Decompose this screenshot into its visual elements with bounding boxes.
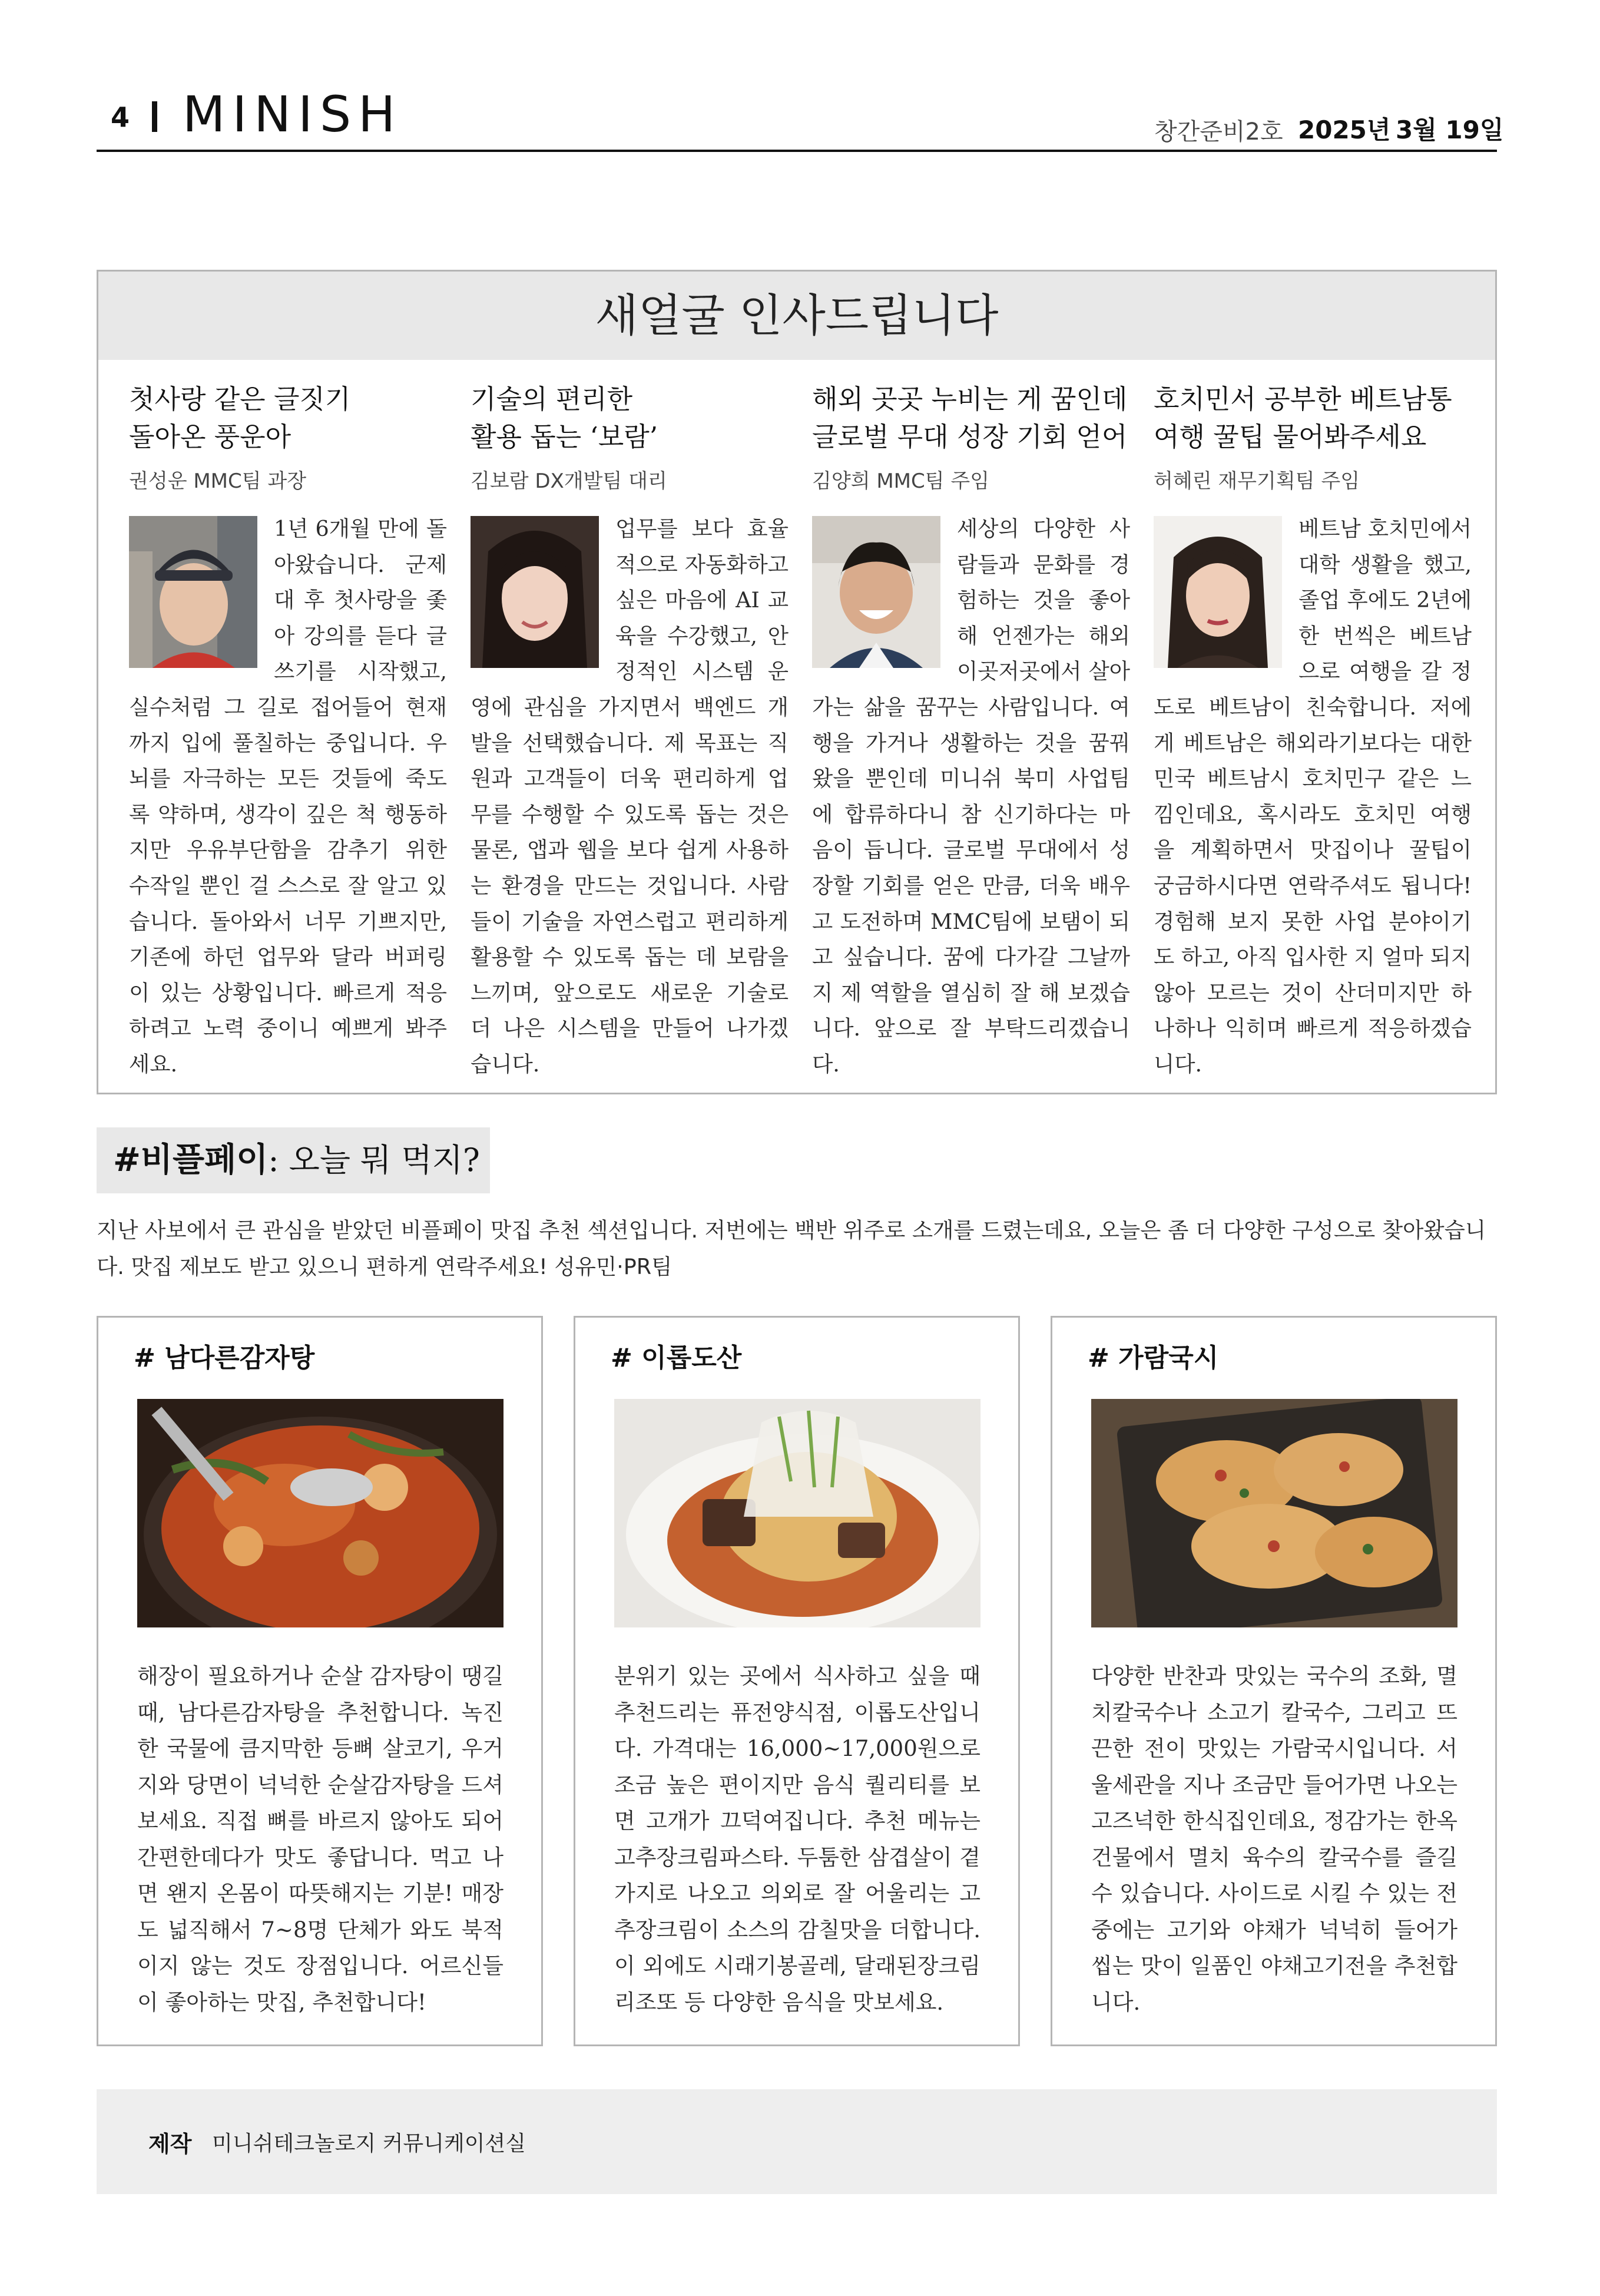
profile-headline: [471, 381, 789, 456]
page-number: 4: [111, 101, 130, 133]
profile-headline: [812, 381, 1130, 456]
header-divider-bar: [152, 101, 157, 132]
restaurant-name: # 가람국시: [1088, 1343, 1219, 1373]
headline-line: 글로벌 무대 성장 기회 얻어: [812, 421, 1128, 452]
brand-title: MINISH: [183, 85, 403, 143]
credits-footer: [97, 2089, 1497, 2194]
profile-card: [812, 381, 1130, 1083]
restaurant-name: # 남다른감자탕: [134, 1343, 315, 1373]
profile-photo: [129, 516, 257, 668]
profile-card: [129, 381, 447, 1083]
issue-date: 3월 19일: [1396, 115, 1504, 144]
restaurant-description: 해장이 필요하거나 순살 감자탕이 땡길 때, 남다른감자탕을 추천합니다. 녹진한 국물에 큼지막한 등뼈 살코기, 우거지와 당면이 넉넉한 순살감자탕을 드셔보세요. 직접 뼈를 바르지 않아도 되어 간편한데다가 맛도 좋답니다. 먹고 나면 왠지 온몸이 따뜻해지는 기분! 매장도 넓직해서 7~8명 단체가 와도 북적이지 않는 것도 장점입니다. 어르신들이 좋아하는 맛집, 추천합니다!: [137, 1663, 503, 2015]
issue-label: 창간준비2호: [1154, 118, 1283, 145]
restaurant-card: [574, 1316, 1020, 2046]
profile-body-text: 세상의 다양한 사람들과 문화를 경험하는 것을 좋아해 언젠가는 해외 이곳저곳에서 살아가는 삶을 꿈꾸는 사람입니다. 여행을 가거나 생활하는 것을 꿈꿔왔을 뿐인데 미니쉬 북미 사업팀에 합류하다니 참 신기하다는 마음이 듭니다. 글로벌 무대에서 성장할 기회를 얻은 만큼, 더욱 배우고 도전하며 MMC팀에 보탬이 되고 싶습니다. 꿈에 다가갈 그날까지 제 역할을 열심히 잘 해 보겠습니다. 앞으로 잘 부탁드리겠습니다.: [812, 516, 1130, 1077]
profile-headline: [1154, 381, 1472, 456]
profile-byline: 김보람 DX개발팀 대리: [471, 469, 667, 493]
headline-line: 기술의 편리한: [471, 383, 633, 415]
new-faces-title: 새얼굴 인사드립니다: [98, 272, 1495, 360]
vipay-subtitle: : 오늘 뭐 먹지?: [268, 1142, 480, 1179]
vipay-intro: 지난 사보에서 큰 관심을 받았던 비플페이 맛집 추천 섹션입니다. 저번에는 백반 위주로 소개를 드렸는데요, 오늘은 좀 더 다양한 구성으로 찾아왔습니다. 맛집 제보도 받고 있으니 편하게 연락주세요! 성유민·PR팀: [97, 1218, 1486, 1279]
profile-body-text: 업무를 보다 효율적으로 자동화하고 싶은 마음에 AI 교육을 수강했고, 안정적인 시스템 운영에 관심을 가지면서 백엔드 개발을 선택했습니다. 제 목표는 직원과 고객들이 더욱 편리하게 업무를 수행할 수 있도록 돕는 것은 물론, 앱과 웹을 보다 쉽게 사용하는 환경을 만드는 것입니다. 사람들이 기술을 자연스럽고 편리하게 활용할 수 있도록 돕는 데 보람을 느끼며, 앞으로도 새로운 기술로 더 나은 시스템을 만들어 나가겠습니다.: [471, 516, 789, 1077]
profile-body-text: 1년 6개월 만에 돌아왔습니다. 군제대 후 첫사랑을 좇아 강의를 듣다 글쓰기를 시작했고, 실수처럼 그 길로 접어들어 현재까지 입에 풀칠하는 중입니다. 우뇌를 자극하는 모든 것들에 죽도록 약하며, 생각이 깊은 척 행동하지만 우유부단함을 감추기 위한 수작일 뿐인 걸 스스로 잘 알고 있습니다. 돌아와서 너무 기쁘지만, 기존에 하던 업무와 달라 버퍼링이 있는 상황입니다. 빠르게 적응하려고 노력 중이니 예쁘게 봐주세요.: [129, 516, 447, 1077]
vipay-section-tag: [97, 1127, 490, 1193]
vipay-hashtag: #비플페이: [113, 1141, 269, 1179]
restaurant-photo: [137, 1399, 503, 1627]
headline-line: 해외 곳곳 누비는 게 꿈인데: [812, 383, 1128, 415]
profile-body-text: 베트남 호치민에서 대학 생활을 했고, 졸업 후에도 2년에 한 번씩은 베트남으로 여행을 갈 정도로 베트남이 친숙합니다. 저에게 베트남은 해외라기보다는 대한민국 베트남시 호치민구 같은 느낌인데요, 혹시라도 호치민 여행을 계획하면서 맛집이나 꿀팁이 궁금하시다면 연락주셔도 됩니다! 경험해 보지 못한 사업 분야이기도 하고, 아직 입사한 지 얼마 되지 않아 모르는 것이 산더미지만 하나하나 익히며 빠르게 적응하겠습니다.: [1154, 516, 1472, 1077]
restaurant-description: 다양한 반찬과 맛있는 국수의 조화, 멸치칼국수나 소고기 칼국수, 그리고 뜨끈한 전이 맛있는 가람국시입니다. 서울세관을 지나 조금만 들어가면 나오는 고즈넉한 한식집인데요, 정감가는 한옥 건물에서 멸치 육수의 칼국수를 즐길 수 있습니다. 사이드로 시킬 수 있는 전 중에는 고기와 야채가 넉넉히 들어가 씹는 맛이 일품인 야채고기전을 추천합니다.: [1091, 1663, 1457, 2015]
profile-card: [471, 381, 789, 1083]
profile-byline: 권성운 MMC팀 과장: [129, 469, 307, 493]
headline-line: 돌아온 풍운아: [129, 421, 291, 452]
credits-label: 제작: [148, 2131, 192, 2157]
restaurant-photo: [614, 1399, 980, 1627]
headline-line: 첫사랑 같은 글짓기: [129, 383, 351, 415]
profile-body: [471, 511, 789, 1083]
profile-card: [1154, 381, 1472, 1083]
headline-line: 활용 돕는 ‘보람’: [471, 421, 658, 452]
credits-text: 미니쉬테크놀로지 커뮤니케이션실: [212, 2132, 526, 2156]
restaurant-card: [97, 1316, 543, 2046]
profile-photo: [471, 516, 599, 668]
new-faces-section: [97, 270, 1497, 1094]
profile-byline: 허혜린 재무기획팀 주임: [1154, 469, 1360, 493]
restaurant-card: [1051, 1316, 1497, 2046]
restaurant-description: 분위기 있는 곳에서 식사하고 싶을 때 추천드리는 퓨전양식점, 이롭도산입니다. 가격대는 16,000~17,000원으로 조금 높은 편이지만 음식 퀄리티를 보면 고개가 끄덕여집니다. 추천 메뉴는 고추장크림파스타. 두툼한 삼겹살이 곁가지로 나오고 의외로 잘 어울리는 고추장크림이 소스의 감칠맛을 더합니다. 이 외에도 시래기봉골레, 달래된장크림리조또 등 다양한 음식을 맛보세요.: [614, 1663, 980, 2015]
headline-line: 여행 꿀팁 물어봐주세요: [1154, 421, 1427, 452]
profile-body: [129, 511, 447, 1083]
header-rule: [97, 150, 1497, 152]
profile-body: [1154, 511, 1472, 1083]
profile-photo: [1154, 516, 1282, 668]
profile-body: [812, 511, 1130, 1083]
profile-photo: [812, 516, 940, 668]
profile-byline: 김양희 MMC팀 주임: [812, 469, 990, 493]
restaurant-name: # 이롭도산: [611, 1343, 742, 1373]
headline-line: 호치민서 공부한 베트남통: [1154, 383, 1452, 415]
profile-headline: [129, 381, 447, 456]
restaurant-photo: [1091, 1399, 1457, 1627]
issue-year: 2025년: [1298, 115, 1391, 144]
